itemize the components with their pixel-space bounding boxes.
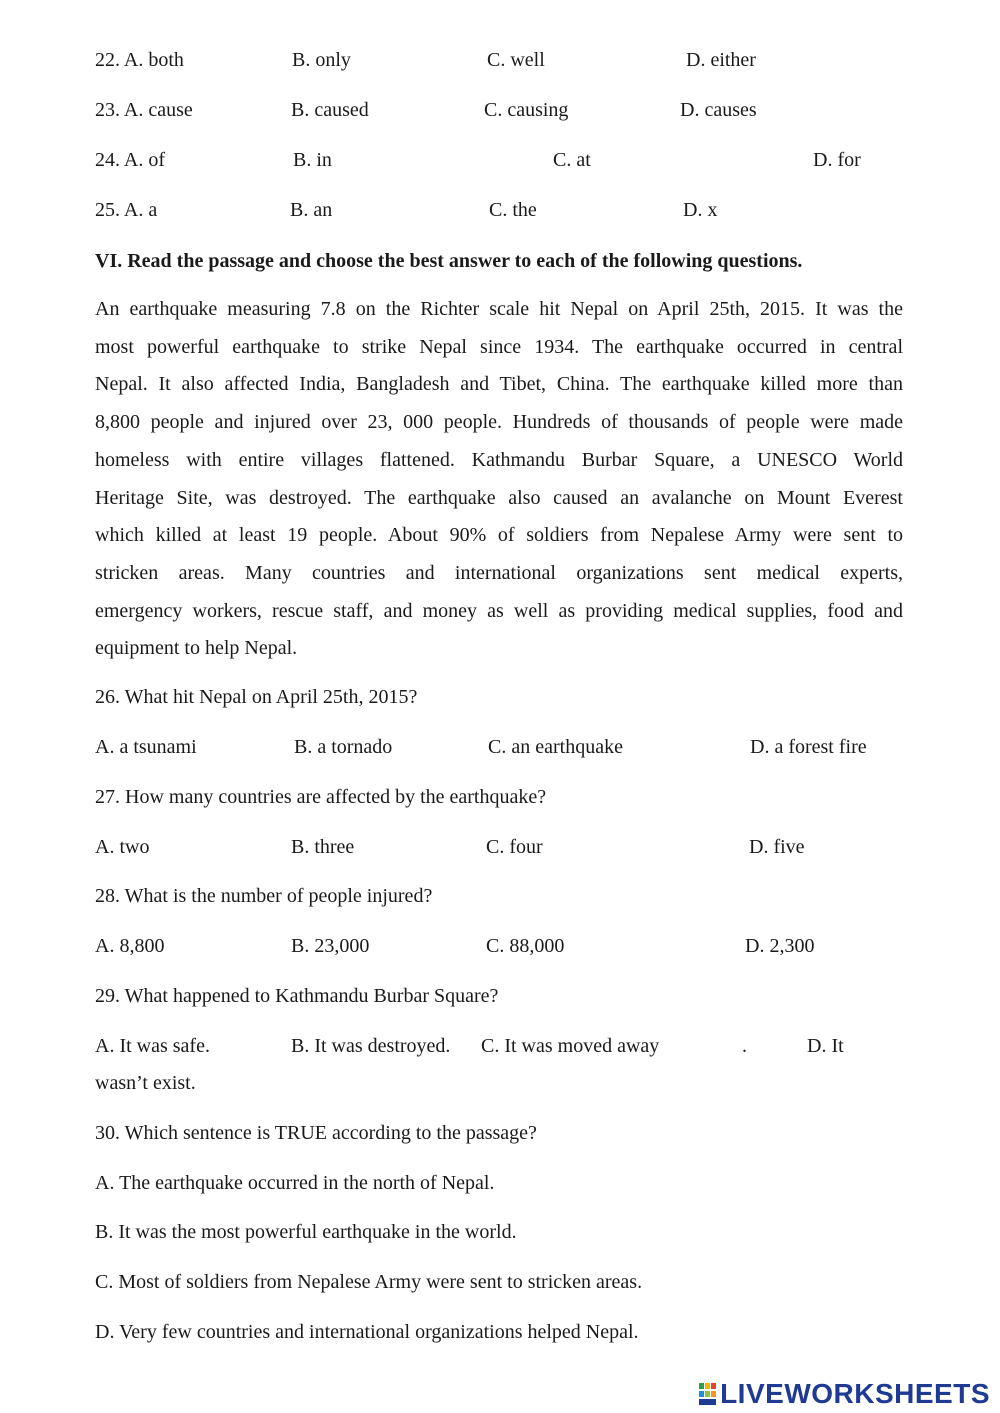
section-heading: VI. Read the passage and choose the best answer to each of the following questions. bbox=[95, 250, 803, 272]
q28-option-b[interactable]: B. 23,000 bbox=[291, 935, 370, 957]
liveworksheets-watermark bbox=[698, 1378, 990, 1410]
reading-passage bbox=[95, 291, 903, 668]
q26-option-b[interactable]: B. a tornado bbox=[294, 736, 393, 758]
q26-option-d[interactable]: D. a forest fire bbox=[750, 736, 867, 758]
q23-option-d: D. causes bbox=[680, 99, 757, 121]
q25-option-a: 25. A. a bbox=[95, 199, 158, 221]
q23-option-c: C. causing bbox=[484, 99, 569, 121]
passage-line: Nepal. It also affected India, Bangladesh and Tibet, China. The earthquake killed more than bbox=[95, 373, 903, 396]
q24-option-b: B. in bbox=[293, 149, 332, 171]
q29-option-d-continued: wasn’t exist. bbox=[95, 1072, 196, 1094]
q25-option-b: B. an bbox=[290, 199, 333, 221]
q24-option-d: D. for bbox=[813, 149, 861, 171]
q23-option-b: B. caused bbox=[291, 99, 369, 121]
q24-option-a: 24. A. of bbox=[95, 149, 165, 171]
passage-line: equipment to help Nepal. bbox=[95, 637, 298, 660]
q26-option-a[interactable]: A. a tsunami bbox=[95, 736, 197, 758]
question-26-text: 26. What hit Nepal on April 25th, 2015? bbox=[95, 686, 418, 708]
q30-option-c[interactable]: C. Most of soldiers from Nepalese Army were sent to stricken areas. bbox=[95, 1271, 643, 1293]
q28-option-a[interactable]: A. 8,800 bbox=[95, 935, 165, 957]
passage-line: 8,800 people and injured over 23, 000 people. Hundreds of thousands of people were made bbox=[95, 411, 903, 434]
passage-line: stricken areas. Many countries and international organizations sent medical experts, bbox=[95, 561, 903, 584]
watermark-text: LIVEWORKSHEETS bbox=[720, 1378, 990, 1409]
q22-option-c: C. well bbox=[487, 49, 545, 71]
passage-line: Heritage Site, was destroyed. The earthquake also caused an avalanche on Mount Everest bbox=[95, 486, 903, 509]
q25-option-c: C. the bbox=[489, 199, 537, 221]
q28-option-c[interactable]: C. 88,000 bbox=[486, 935, 565, 957]
q30-option-b[interactable]: B. It was the most powerful earthquake in the world. bbox=[95, 1221, 517, 1243]
q24-option-c: C. at bbox=[553, 149, 591, 171]
question-29-text: 29. What happened to Kathmandu Burbar Square? bbox=[95, 985, 499, 1007]
q27-option-b[interactable]: B. three bbox=[291, 836, 355, 858]
q29-option-c-period: . bbox=[742, 1035, 747, 1057]
q28-option-d[interactable]: D. 2,300 bbox=[745, 935, 815, 957]
q23-option-a: 23. A. cause bbox=[95, 99, 193, 121]
passage-line: which killed at least 19 people. About 90% of soldiers from Nepalese Army were sent to bbox=[95, 524, 903, 547]
q29-option-a[interactable]: A. It was safe. bbox=[95, 1035, 210, 1057]
q22-option-a: 22. A. both bbox=[95, 49, 184, 71]
q27-option-c[interactable]: C. four bbox=[486, 836, 543, 858]
q30-option-d[interactable]: D. Very few countries and international organizations helped Nepal. bbox=[95, 1321, 639, 1343]
question-27-text: 27. How many countries are affected by the earthquake? bbox=[95, 786, 547, 808]
q29-option-d[interactable]: D. It bbox=[807, 1035, 844, 1057]
q27-option-a[interactable]: A. two bbox=[95, 836, 150, 858]
q22-option-b: B. only bbox=[292, 49, 351, 71]
q30-option-a[interactable]: A. The earthquake occurred in the north of Nepal. bbox=[95, 1172, 495, 1194]
q25-option-d: D. x bbox=[683, 199, 718, 221]
passage-line: most powerful earthquake to strike Nepal since 1934. The earthquake occurred in central bbox=[95, 335, 903, 358]
passage-line: homeless with entire villages flattened. Kathmandu Burbar Square, a UNESCO World bbox=[95, 448, 903, 471]
q22-option-d: D. either bbox=[686, 49, 756, 71]
q29-option-b[interactable]: B. It was destroyed. bbox=[291, 1035, 451, 1057]
liveworksheets-logo-icon bbox=[698, 1381, 718, 1407]
question-28-text: 28. What is the number of people injured? bbox=[95, 885, 433, 907]
q29-option-c[interactable]: C. It was moved away bbox=[481, 1035, 660, 1057]
passage-line: emergency workers, rescue staff, and money as well as providing medical supplies, food and bbox=[95, 599, 903, 622]
question-30-text: 30. Which sentence is TRUE according to the passage? bbox=[95, 1122, 537, 1144]
q26-option-c[interactable]: C. an earthquake bbox=[488, 736, 623, 758]
passage-line: An earthquake measuring 7.8 on the Richter scale hit Nepal on April 25th, 2015. It was the bbox=[95, 298, 903, 320]
q27-option-d[interactable]: D. five bbox=[749, 836, 805, 858]
